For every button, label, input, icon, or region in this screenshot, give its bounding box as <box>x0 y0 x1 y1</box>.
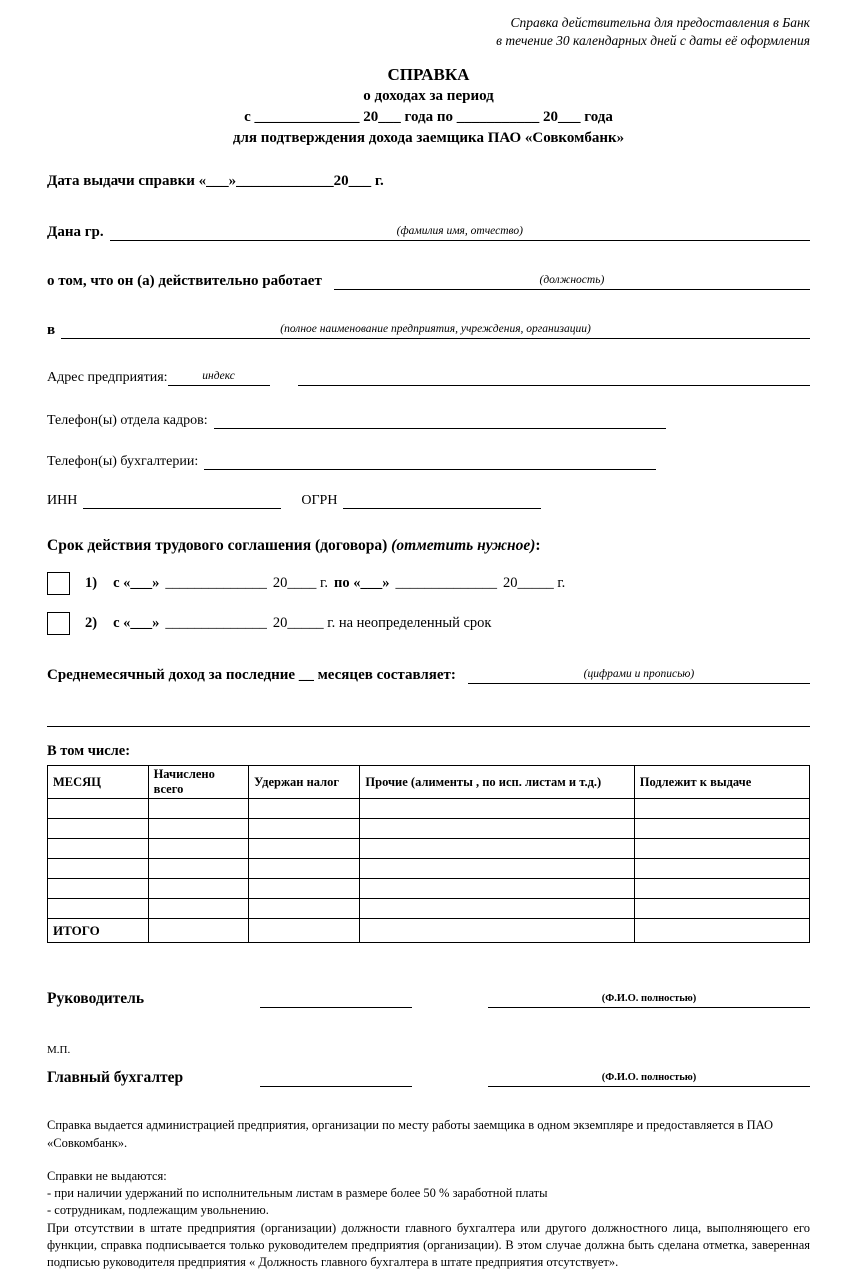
agreement-term-colon: : <box>535 537 541 555</box>
organization-caption: (полное наименование предприятия, учреждения, организации) <box>280 323 591 336</box>
footer-no-accountant-note: При отсутствии в штате предприятия (организации) должности главного бухгалтера или другого должностного лица, выполняющего его функции, справка подписывается только руководителем предприятия (организации). В этом случае должна быть сделана отметка, заверенная подписью руководителя предприятия « Должность главного бухгалтера в штате предприятия отсутствует». <box>47 1220 810 1270</box>
agreement-option2-row <box>47 612 810 635</box>
cell[interactable] <box>148 799 249 819</box>
agreement-term-heading <box>47 537 810 555</box>
cell[interactable] <box>148 919 249 943</box>
cell[interactable] <box>148 839 249 859</box>
option1-date-blank1[interactable]: ______________ <box>165 575 267 592</box>
address-label: Адрес предприятия: <box>47 370 168 386</box>
option2-tail: 20_____ г. на неопределенный срок <box>272 615 492 632</box>
cell[interactable] <box>148 879 249 899</box>
option1-from: с «___» <box>113 575 160 592</box>
cell[interactable] <box>360 839 634 859</box>
cell[interactable] <box>48 819 149 839</box>
accounting-phone-label: Телефон(ы) бухгалтерии: <box>47 454 199 470</box>
ogrn-label: ОГРН <box>301 493 338 509</box>
agreement-option2-checkbox[interactable] <box>47 612 70 635</box>
ogrn-blank[interactable] <box>343 490 541 509</box>
given-to-row <box>47 222 810 241</box>
footer-not-issued-item2: - сотрудникам, подлежащим увольнению. <box>47 1203 269 1218</box>
income-continuation-blank[interactable] <box>47 722 810 727</box>
average-income-label: Среднемесячный доход за последние __ месяцев составляет <box>47 667 451 684</box>
cell[interactable] <box>360 799 634 819</box>
cell[interactable] <box>48 899 149 919</box>
cell[interactable] <box>360 879 634 899</box>
position-row <box>47 271 810 290</box>
agreement-term-note: (отметить нужное) <box>391 537 536 555</box>
agreement-term-title: Срок действия трудового соглашения (договора) <box>47 537 388 555</box>
accountant-fio-blank[interactable] <box>488 1068 810 1087</box>
given-to-label: Дана гр. <box>47 224 104 241</box>
footer-notes <box>47 1117 810 1271</box>
hr-phone-label: Телефон(ы) отдела кадров: <box>47 413 208 429</box>
col-header-accrued: Начислено всего <box>148 766 249 799</box>
hr-phone-blank[interactable] <box>214 410 666 429</box>
average-income-blank[interactable] <box>468 665 810 684</box>
cell[interactable] <box>360 859 634 879</box>
validity-note-line1: Справка действительна для предоставления в Банк <box>510 15 810 30</box>
cell[interactable] <box>148 859 249 879</box>
title-subtitle: о доходах за период <box>363 88 494 105</box>
cell[interactable] <box>48 839 149 859</box>
option1-year1: 20____ г. <box>272 575 328 592</box>
agreement-option1-checkbox[interactable] <box>47 572 70 595</box>
table-intro: В том числе: <box>47 743 131 760</box>
address-row <box>47 367 810 386</box>
col-header-tax: Удержан налог <box>249 766 360 799</box>
option2-number: 2) <box>85 615 98 632</box>
average-income-colon: : <box>450 667 456 684</box>
address-blank[interactable] <box>298 367 810 386</box>
cell[interactable] <box>249 919 360 943</box>
option1-number: 1) <box>85 575 98 592</box>
inn-label: ИНН <box>47 493 78 509</box>
option1-to: по «___» <box>333 575 390 592</box>
inn-blank[interactable] <box>83 490 281 509</box>
document-title: СПРАВКА <box>387 65 470 85</box>
footer-issuance-note: Справка выдается администрацией предприятия, организации по месту работы заемщика в одном экземпляре и предоставляется в ПАО «Совкомбанк». <box>47 1118 774 1150</box>
accountant-signature-blank[interactable] <box>260 1068 412 1087</box>
organization-row <box>47 320 810 339</box>
cell[interactable] <box>634 919 809 943</box>
stamp-mark: М.П. <box>47 1044 71 1057</box>
option1-year2: 20_____ г. <box>502 575 566 592</box>
fio-blank[interactable] <box>110 222 810 241</box>
manager-label: Руководитель <box>47 990 145 1008</box>
hr-phone-row <box>47 410 810 429</box>
average-income-caption: (цифрами и прописью) <box>583 668 695 681</box>
cell[interactable] <box>148 899 249 919</box>
option2-from: с «___» <box>113 615 160 632</box>
col-header-other: Прочие (алименты , по исп. листам и т.д.) <box>360 766 634 799</box>
issue-date-line: Дата выдачи справки «___»_____________20___ г. <box>47 173 384 190</box>
col-header-payable: Подлежит к выдаче <box>634 766 809 799</box>
postal-index-caption: индекс <box>202 370 235 383</box>
cell[interactable] <box>48 879 149 899</box>
cell[interactable] <box>48 799 149 819</box>
cell[interactable] <box>249 819 360 839</box>
total-label: ИТОГО <box>48 919 149 943</box>
cell[interactable] <box>634 819 809 839</box>
table-row <box>48 859 810 879</box>
cell[interactable] <box>249 879 360 899</box>
accounting-phone-blank[interactable] <box>204 451 656 470</box>
cell[interactable] <box>634 839 809 859</box>
position-label: о том, что он (а) действительно работает <box>47 273 322 290</box>
cell[interactable] <box>634 799 809 819</box>
table-row <box>48 799 810 819</box>
cell[interactable] <box>249 859 360 879</box>
average-income-row <box>47 665 810 684</box>
cell[interactable] <box>634 879 809 899</box>
total-row <box>48 919 810 943</box>
inn-ogrn-row <box>47 490 810 509</box>
accountant-signature-row <box>47 1068 810 1087</box>
col-header-month: МЕСЯЦ <box>48 766 149 799</box>
cell[interactable] <box>634 899 809 919</box>
footer-not-issued-item1: - при наличии удержаний по исполнительным листам в размере более 50 % заработной платы <box>47 1186 548 1201</box>
cell[interactable] <box>48 859 149 879</box>
table-row <box>48 879 810 899</box>
table-row <box>48 819 810 839</box>
cell[interactable] <box>249 799 360 819</box>
option2-date-blank[interactable]: ______________ <box>165 615 267 632</box>
organization-label: в <box>47 322 56 339</box>
manager-fio-blank[interactable] <box>488 989 810 1008</box>
validity-note <box>47 14 810 50</box>
position-caption: (должность) <box>539 274 605 287</box>
cell[interactable] <box>249 839 360 859</box>
title-purpose-line: для подтверждения дохода заемщика ПАО «Совкомбанк» <box>232 130 625 147</box>
cell[interactable] <box>249 899 360 919</box>
fio-caption: (фамилия имя, отчество) <box>396 225 523 238</box>
cell[interactable] <box>360 819 634 839</box>
accounting-phone-row <box>47 451 810 470</box>
manager-signature-blank[interactable] <box>260 989 412 1008</box>
footer-not-issued-heading: Справки не выдаются: <box>47 1168 167 1183</box>
validity-note-line2: в течение 30 календарных дней с даты её оформления <box>496 33 810 49</box>
manager-signature-row <box>47 989 810 1008</box>
cell[interactable] <box>360 919 634 943</box>
accountant-fio-caption: (Ф.И.О. полностью) <box>601 1072 697 1084</box>
income-table <box>47 765 810 943</box>
income-table-header-row <box>48 766 810 799</box>
title-block <box>47 64 810 149</box>
table-row <box>48 899 810 919</box>
postal-index-blank[interactable] <box>168 367 270 386</box>
accountant-label: Главный бухгалтер <box>47 1069 184 1087</box>
agreement-option1-row <box>47 572 810 595</box>
manager-fio-caption: (Ф.И.О. полностью) <box>601 993 697 1005</box>
table-row <box>48 839 810 859</box>
cell[interactable] <box>148 819 249 839</box>
organization-blank[interactable] <box>61 320 810 339</box>
option1-date-blank2[interactable]: ______________ <box>395 575 497 592</box>
position-blank[interactable] <box>334 271 810 290</box>
title-period-line: с ______________ 20___ года по ___________ 20___ года <box>244 109 613 126</box>
cell[interactable] <box>634 859 809 879</box>
cell[interactable] <box>360 899 634 919</box>
